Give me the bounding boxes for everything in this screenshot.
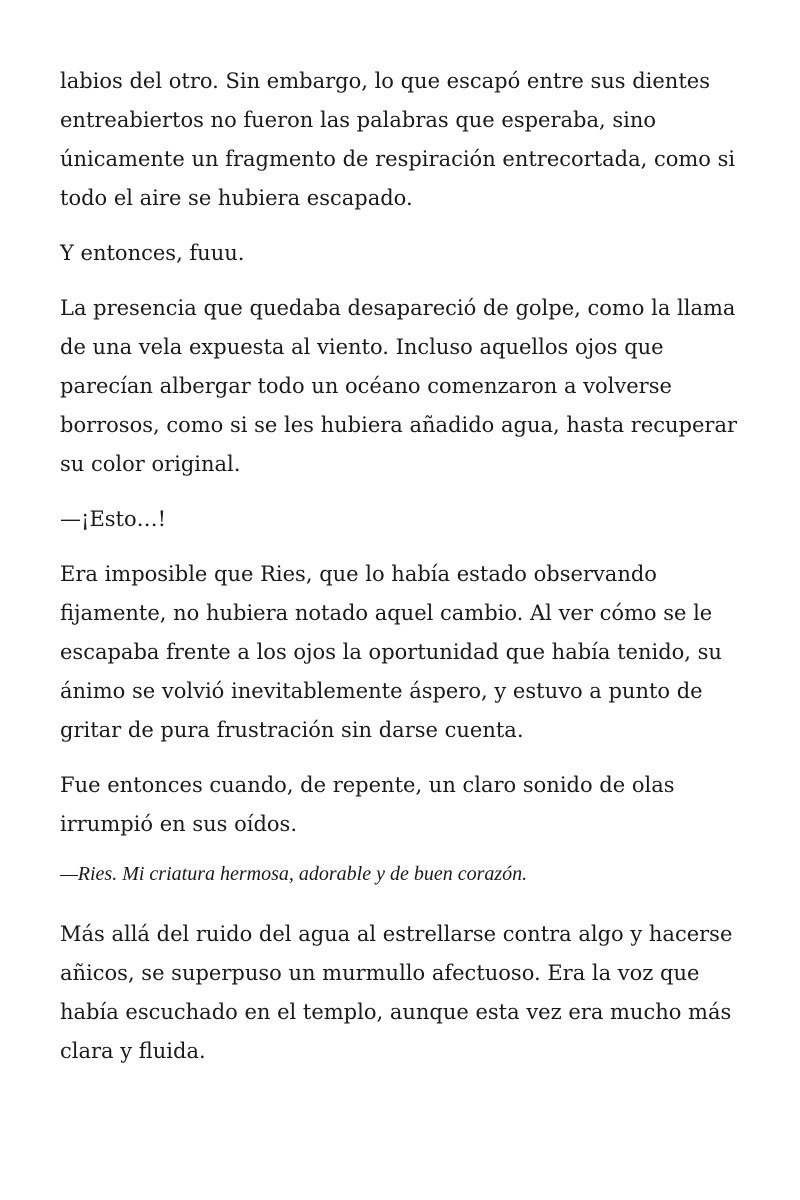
paragraph-2: Y entonces, fuuu.	[60, 241, 245, 265]
paragraph-8: Más allá del ruido del agua al estrellarse contra algo y hacerse añicos, se superpuso un murmullo afectuoso. Era la voz que había escuchado en el templo, aunque esta vez era mucho más clara y fluida.	[60, 922, 733, 1063]
italic-quote: —Ries. Mi criatura hermosa, adorable y de buen corazón.	[60, 863, 528, 885]
paragraph-1: labios del otro. Sin embargo, lo que escapó entre sus dientes entreabiertos no fueron las palabras que esperaba, sino únicamente un fragmento de respiración entrecortada, como si todo el aire se hubiera escapado.	[60, 69, 736, 210]
page-text	[60, 62, 750, 1087]
paragraph-3: La presencia que quedaba desapareció de golpe, como la llama de una vela expuesta al viento. Incluso aquellos ojos que parecían albergar todo un océano comenzaron a volverse borrosos, como si se les hubiera añadido agua, hasta recuperar su color original.	[60, 296, 738, 476]
paragraph-4: —¡Esto…!	[60, 507, 167, 531]
paragraph-6: Fue entonces cuando, de repente, un claro sonido de olas irrumpió en sus oídos.	[60, 773, 675, 836]
paragraph-5: Era imposible que Ries, que lo había estado observando fijamente, no hubiera notado aquel cambio. Al ver cómo se le escapaba frente a los ojos la oportunidad que había tenido, su ánimo se volvió inevitablemente áspero, y estuvo a punto de gritar de pura frustración sin darse cuenta.	[60, 562, 722, 742]
